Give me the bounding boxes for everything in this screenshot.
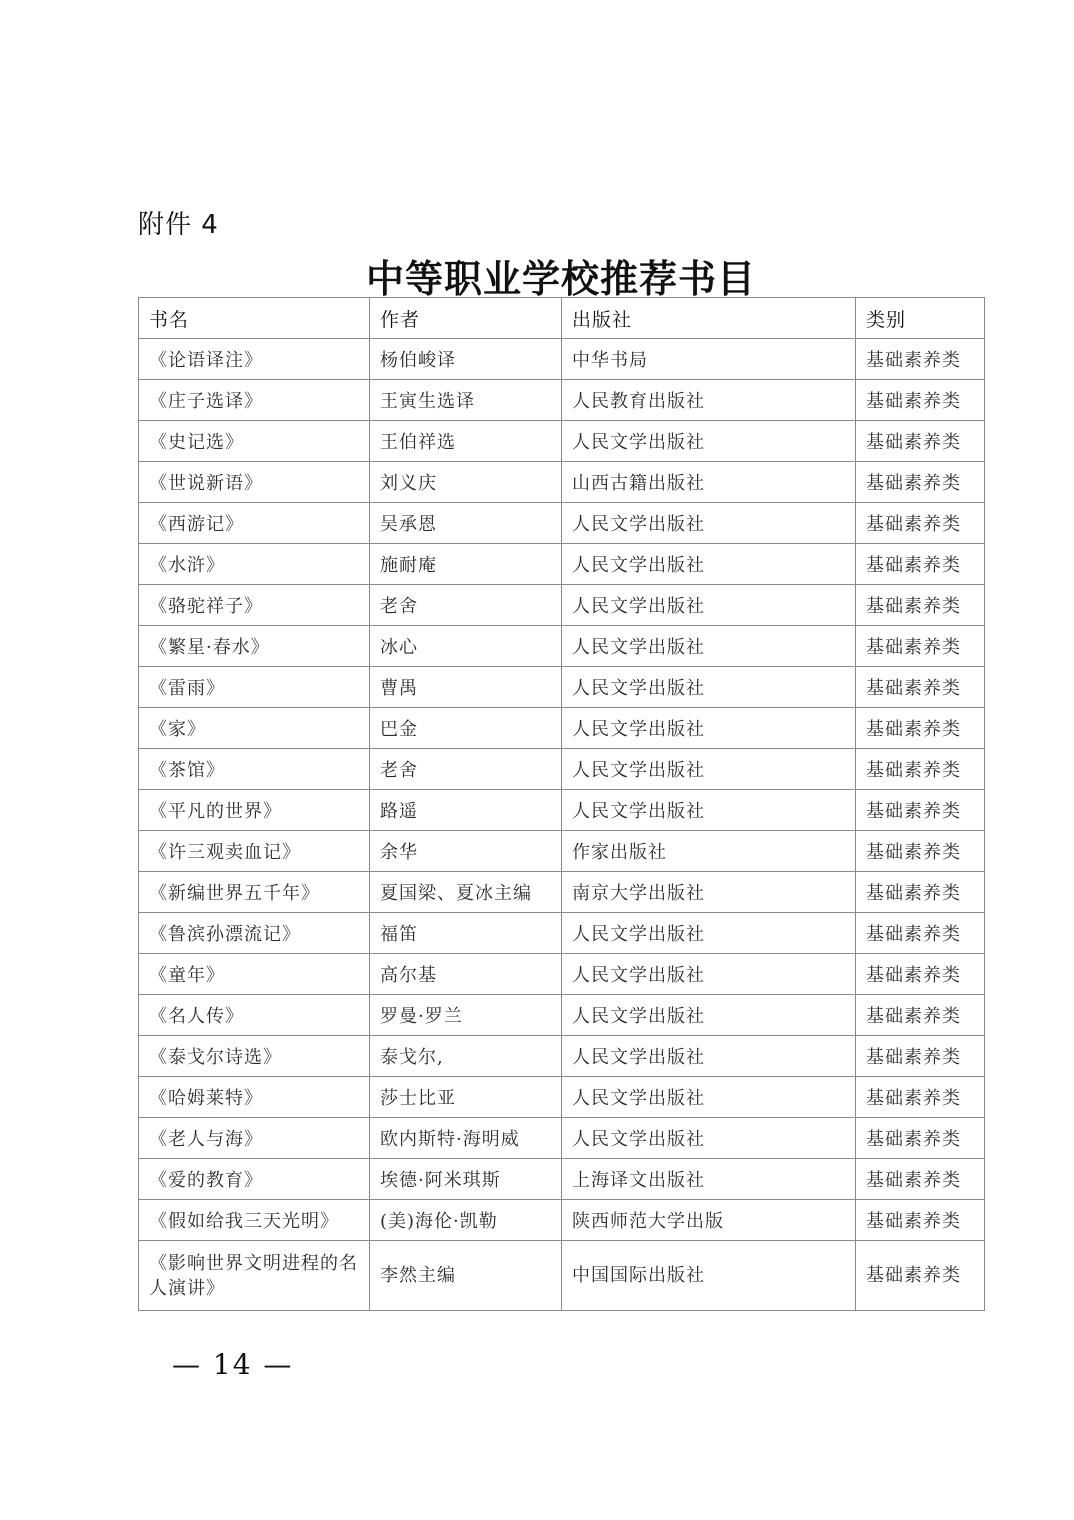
- book-title-cell: 《老人与海》: [139, 1118, 370, 1159]
- table-row: [139, 1036, 985, 1077]
- book-title-cell: 《名人传》: [139, 995, 370, 1036]
- publisher-cell: 人民文学出版社: [562, 1036, 856, 1077]
- author-cell: 曹禺: [370, 667, 562, 708]
- author-cell: 夏国梁、夏冰主编: [370, 872, 562, 913]
- category-cell: 基础素养类: [856, 667, 985, 708]
- table-row: [139, 1077, 985, 1118]
- author-cell: 莎士比亚: [370, 1077, 562, 1118]
- page-number: — 14 —: [172, 1348, 294, 1381]
- table-row: [139, 1159, 985, 1200]
- author-cell: 王寅生选译: [370, 380, 562, 421]
- document-title: 中等职业学校推荐书目: [365, 256, 756, 301]
- author-cell: 王伯祥选: [370, 421, 562, 462]
- book-title-cell: 《鲁滨孙漂流记》: [139, 913, 370, 954]
- publisher-cell: 人民文学出版社: [562, 626, 856, 667]
- author-cell: 老舍: [370, 585, 562, 626]
- table-row: [139, 1241, 985, 1311]
- publisher-cell: 中华书局: [562, 339, 856, 380]
- table-row: [139, 503, 985, 544]
- table-row: [139, 462, 985, 503]
- author-cell: 罗曼·罗兰: [370, 995, 562, 1036]
- category-cell: 基础素养类: [856, 585, 985, 626]
- book-title-cell: 《骆驼祥子》: [139, 585, 370, 626]
- category-cell: 基础素养类: [856, 626, 985, 667]
- book-title-cell: 《繁星·春水》: [139, 626, 370, 667]
- author-cell: 福笛: [370, 913, 562, 954]
- category-cell: 基础素养类: [856, 503, 985, 544]
- category-cell: 基础素养类: [856, 708, 985, 749]
- author-cell: 泰戈尔,: [370, 1036, 562, 1077]
- column-header-publisher: 出版社: [562, 298, 856, 339]
- table-row: [139, 708, 985, 749]
- table-row: [139, 667, 985, 708]
- author-cell: (美)海伦·凯勒: [370, 1200, 562, 1241]
- publisher-cell: 人民教育出版社: [562, 380, 856, 421]
- publisher-cell: 人民文学出版社: [562, 1118, 856, 1159]
- category-cell: 基础素养类: [856, 872, 985, 913]
- table-row: [139, 585, 985, 626]
- book-title-cell: 《哈姆莱特》: [139, 1077, 370, 1118]
- publisher-cell: 中国国际出版社: [562, 1241, 856, 1311]
- author-cell: 刘义庆: [370, 462, 562, 503]
- table-row: [139, 995, 985, 1036]
- book-title-cell: 《家》: [139, 708, 370, 749]
- publisher-cell: 人民文学出版社: [562, 708, 856, 749]
- publisher-cell: 陕西师范大学出版: [562, 1200, 856, 1241]
- table-row: [139, 339, 985, 380]
- author-cell: 吴承恩: [370, 503, 562, 544]
- author-cell: 巴金: [370, 708, 562, 749]
- category-cell: 基础素养类: [856, 380, 985, 421]
- author-cell: 高尔基: [370, 954, 562, 995]
- author-cell: 李然主编: [370, 1241, 562, 1311]
- category-cell: 基础素养类: [856, 339, 985, 380]
- category-cell: 基础素养类: [856, 1077, 985, 1118]
- publisher-cell: 人民文学出版社: [562, 749, 856, 790]
- table-row: [139, 626, 985, 667]
- attachment-label: 附件 4: [138, 210, 219, 240]
- book-title-cell: 《假如给我三天光明》: [139, 1200, 370, 1241]
- table-header-row: [139, 298, 985, 339]
- publisher-cell: 人民文学出版社: [562, 954, 856, 995]
- column-header-author: 作者: [370, 298, 562, 339]
- publisher-cell: 山西古籍出版社: [562, 462, 856, 503]
- table-row: [139, 831, 985, 872]
- book-title-cell: 《西游记》: [139, 503, 370, 544]
- category-cell: 基础素养类: [856, 1118, 985, 1159]
- table-row: [139, 544, 985, 585]
- author-cell: 路遥: [370, 790, 562, 831]
- book-title-cell: 《庄子选译》: [139, 380, 370, 421]
- book-title-cell: 《影响世界文明进程的名人演讲》: [139, 1241, 370, 1311]
- category-cell: 基础素养类: [856, 954, 985, 995]
- publisher-cell: 人民文学出版社: [562, 544, 856, 585]
- author-cell: 欧内斯特·海明威: [370, 1118, 562, 1159]
- table-row: [139, 749, 985, 790]
- author-cell: 杨伯峻译: [370, 339, 562, 380]
- table-row: [139, 1200, 985, 1241]
- category-cell: 基础素养类: [856, 913, 985, 954]
- publisher-cell: 人民文学出版社: [562, 421, 856, 462]
- book-title-cell: 《水浒》: [139, 544, 370, 585]
- category-cell: 基础素养类: [856, 544, 985, 585]
- table-row: [139, 380, 985, 421]
- book-title-cell: 《泰戈尔诗选》: [139, 1036, 370, 1077]
- table-row: [139, 913, 985, 954]
- book-title-cell: 《论语译注》: [139, 339, 370, 380]
- category-cell: 基础素养类: [856, 1036, 985, 1077]
- book-title-cell: 《新编世界五千年》: [139, 872, 370, 913]
- publisher-cell: 人民文学出版社: [562, 790, 856, 831]
- publisher-cell: 人民文学出版社: [562, 913, 856, 954]
- book-title-cell: 《史记选》: [139, 421, 370, 462]
- publisher-cell: 人民文学出版社: [562, 1077, 856, 1118]
- book-title-cell: 《许三观卖血记》: [139, 831, 370, 872]
- book-list-table: [138, 297, 985, 1311]
- column-header-title: 书名: [139, 298, 370, 339]
- column-header-category: 类别: [856, 298, 985, 339]
- book-title-cell: 《世说新语》: [139, 462, 370, 503]
- book-title-cell: 《平凡的世界》: [139, 790, 370, 831]
- publisher-cell: 人民文学出版社: [562, 503, 856, 544]
- author-cell: 冰心: [370, 626, 562, 667]
- publisher-cell: 作家出版社: [562, 831, 856, 872]
- table-row: [139, 790, 985, 831]
- table-body: [139, 339, 985, 1311]
- publisher-cell: 人民文学出版社: [562, 667, 856, 708]
- category-cell: 基础素养类: [856, 1159, 985, 1200]
- author-cell: 余华: [370, 831, 562, 872]
- table-row: [139, 1118, 985, 1159]
- book-title-cell: 《茶馆》: [139, 749, 370, 790]
- author-cell: 施耐庵: [370, 544, 562, 585]
- category-cell: 基础素养类: [856, 421, 985, 462]
- category-cell: 基础素养类: [856, 831, 985, 872]
- book-title-cell: 《雷雨》: [139, 667, 370, 708]
- book-title-cell: 《爱的教育》: [139, 1159, 370, 1200]
- category-cell: 基础素养类: [856, 749, 985, 790]
- table-row: [139, 421, 985, 462]
- category-cell: 基础素养类: [856, 1241, 985, 1311]
- category-cell: 基础素养类: [856, 1200, 985, 1241]
- publisher-cell: 南京大学出版社: [562, 872, 856, 913]
- category-cell: 基础素养类: [856, 462, 985, 503]
- publisher-cell: 上海译文出版社: [562, 1159, 856, 1200]
- category-cell: 基础素养类: [856, 790, 985, 831]
- publisher-cell: 人民文学出版社: [562, 585, 856, 626]
- category-cell: 基础素养类: [856, 995, 985, 1036]
- publisher-cell: 人民文学出版社: [562, 995, 856, 1036]
- author-cell: 埃德·阿米琪斯: [370, 1159, 562, 1200]
- book-title-cell: 《童年》: [139, 954, 370, 995]
- table-row: [139, 954, 985, 995]
- table-row: [139, 872, 985, 913]
- author-cell: 老舍: [370, 749, 562, 790]
